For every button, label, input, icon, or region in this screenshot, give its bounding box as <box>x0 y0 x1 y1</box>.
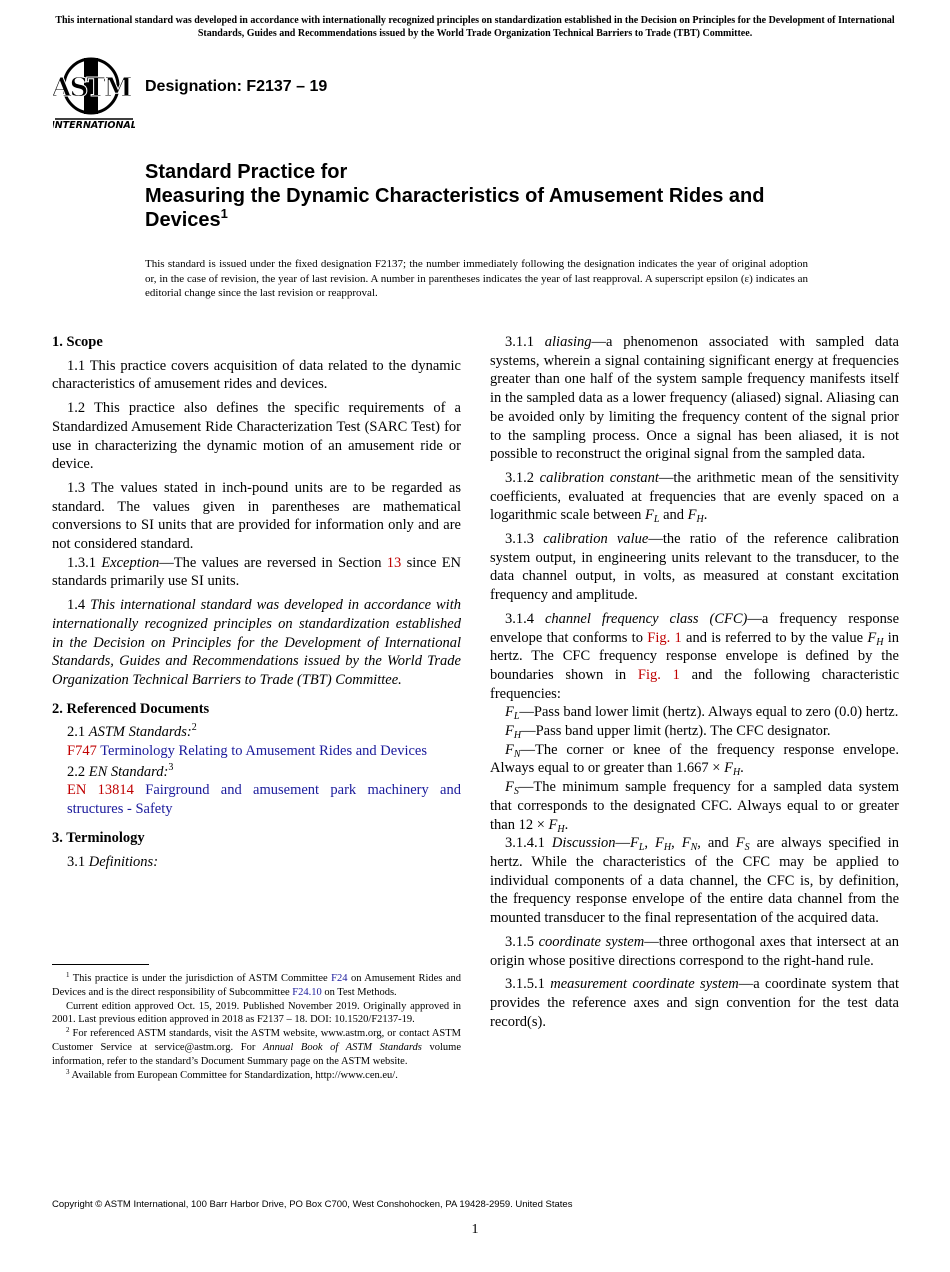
symbol: F <box>505 779 514 796</box>
definition-3-1-5-1 <box>490 975 899 1031</box>
para-text: —a coordinate system that provides the reference axes and sign convention for the test data record(s). <box>490 976 899 1030</box>
para-number: 3.1 <box>67 853 86 870</box>
para-text: and is referred to by the value <box>686 629 864 646</box>
symbol-sub: L <box>638 842 645 854</box>
footnote-3: $^3$ Available from European Committee for Standardization, http://www.cen.eu/. <box>66 1067 398 1081</box>
fn-text: Available from European Committee for Standardization, http://www.cen.eu/. <box>71 1069 398 1081</box>
term: calibration value <box>543 531 649 548</box>
paragraph-3-1 <box>52 853 461 872</box>
footnote-2: $^2$ For referenced ASTM standards, visit the ASTM website, www.astm.org, or contact ASTM Customer Service at service@astm.org. For Annual Book of ASTM Standards volume information, refer to the standard’s Document Summary page on the ASTM website. <box>52 1026 461 1067</box>
paragraph-1-4 <box>52 596 461 690</box>
symbol-sub: H <box>696 514 704 526</box>
para-text: and <box>663 507 684 524</box>
para-number: 2.1 <box>67 724 86 741</box>
ref-title-link[interactable]: Fairground and amusement park machinery and structures - Safety <box>67 782 461 818</box>
symbol: F <box>735 835 745 852</box>
para-number: 3.1.4 <box>505 610 534 627</box>
para-text: —three orthogonal axes that intersect at an origin whose positive directions correspond to the right-hand rule. <box>490 933 899 969</box>
para-text: —a phenomenon associated with sampled data systems, wherein a signal containing significant energy at frequencies greater than one half of the system sample frequency manifests itself in the sampled data as a lower frequency (aliased) signal. Aliasing can be avoided only by limiting the frequency content of the signal prior to the sampling process. Once a signal has been aliased, it is not possible to reconstruct the original signal from the sampled data. <box>490 334 899 463</box>
astm-logo-icon <box>53 56 135 132</box>
symbol: F <box>724 760 733 777</box>
issuance-note: This standard is issued under the fixed designation F2137; the number immediately following the designation indicates the year of original adoption or, in the case of revision, the year of last revision. A number in parentheses indicates the year of last reapproval. A superscript epsilon (ε) indicates an editorial change since the last revision or reapproval. <box>145 258 808 299</box>
fn-text: This practice is under the jurisdiction of ASTM Committee <box>72 973 328 984</box>
section-heading-referenced: 2. Referenced Documents <box>52 700 210 717</box>
astm-logo <box>53 56 135 132</box>
section-13-link[interactable]: 13 <box>386 554 402 571</box>
symbol: F <box>630 835 639 852</box>
left-column <box>52 333 461 876</box>
paragraph-1-1: 1.1 This practice covers acquisition of data related to the dynamic characteristics of amusement rides and devices. <box>52 357 461 393</box>
symbol: F <box>681 835 691 852</box>
symbol: F <box>548 816 558 833</box>
term: Discussion <box>551 835 616 852</box>
symbol: F <box>645 507 654 524</box>
para-text: since EN standards primarily use SI units. <box>52 554 462 590</box>
symbol: F <box>505 704 514 721</box>
frequency-fn: $F_N—The$ corner or knee of the frequency response envelope. Always equal to or greater than $1.667 \times F_H$. <box>490 741 899 779</box>
para-text: —Pass band lower limit (hertz). Always equal to zero (0.0) hertz. <box>519 704 899 721</box>
right-column <box>490 333 899 1036</box>
symbol-sub: L <box>653 514 660 526</box>
definition-3-1-1 <box>490 333 899 464</box>
section-heading-scope: 1. Scope <box>52 334 103 350</box>
symbol: F <box>655 835 664 852</box>
frequency-fl <box>490 703 899 722</box>
term: measurement coordinate system <box>550 976 739 993</box>
para-text: —the arithmetic mean of the sensitivity coefficients, evaluated at frequencies that are evenly spaced on a logarithmic scale between <box>490 469 899 524</box>
title-footnote-mark: 1 <box>220 206 228 221</box>
para-text: —a frequency response envelope that conforms to <box>490 610 900 646</box>
definition-3-1-4-1: 3.1.4.1 $Discussion—F_L$, $F_H$, $F_N$, and $F_S$ are always specified in hertz. While the characteristics of the CFC may be applied to individual components of a data channel, the CFC is, by definition, the frequency response envelope of the entire data channel from the mounted transducer to the final representation of the acquired data. <box>490 835 900 927</box>
designation: Designation: F2137 – 19 <box>145 78 328 95</box>
title-line-1: Standard Practice for <box>145 161 348 183</box>
footnote-mark: 3 <box>168 761 174 773</box>
symbol-sub: H <box>663 842 672 854</box>
fn-text: on Test Methods. <box>324 986 397 998</box>
symbol-sub: H <box>876 636 884 648</box>
symbol-sub: N <box>690 842 698 854</box>
paragraph-2-1 <box>52 723 461 742</box>
term: coordinate system <box>538 933 645 950</box>
paragraph-2-2 <box>52 763 461 782</box>
symbol-sub: H <box>557 823 565 835</box>
definition-3-1-3 <box>490 530 899 605</box>
ref-code-link[interactable]: EN 13814 <box>67 782 134 799</box>
symbol-sub: H <box>513 730 522 742</box>
symbol: F <box>505 723 514 740</box>
standards-notice: This international standard was developed in accordance with internationally recognized principles on standardization established in the Decision on Principles for the Development of International Standards, Guides and Recommendations issued by the World Trade Organization Technical Barriers to Trade (TBT) Committee. <box>55 15 895 39</box>
footnote-1-current-edition: Current edition approved Oct. 15, 2019. Published November 2019. Originally approved in 2001. Last previous edition approved in 2018 as F2137 – 18. DOI: 10.1520/F2137-19. <box>52 1000 461 1026</box>
section-heading-terminology: 3. Terminology <box>52 829 145 846</box>
copyright-line: Copyright © ASTM International, 100 Barr Harbor Drive, PO Box C700, West Conshohocken, PA 19428-2959. United States <box>52 1199 573 1210</box>
para-text: Definitions: <box>88 853 159 870</box>
f24-link[interactable]: F24 <box>331 973 348 984</box>
para-text: and the following characteristic frequencies: <box>490 666 900 702</box>
reference-f747 <box>67 742 461 761</box>
symbol-sub: L <box>513 711 520 723</box>
para-number: 2.2 <box>67 763 86 780</box>
para-text: ASTM Standards: <box>88 724 192 741</box>
para-number: 1.4 <box>67 597 86 614</box>
symbol: F <box>867 629 877 646</box>
fig-1-link[interactable]: Fig. 1 <box>647 629 682 646</box>
para-text: and <box>707 835 729 852</box>
definition-3-1-4 <box>490 610 899 704</box>
para-number: 3.1.3 <box>505 531 534 548</box>
para-text: This international standard was developed in accordance with internationally recognized principles on standardization established in the Decision on Principles for the Development of International Standards, Guides and Recommendations issued by the World Trade Organization Technical Barriers to Trade (TBT) Committee. <box>52 597 461 688</box>
page-number: 1 <box>471 1222 479 1237</box>
symbol-sub: H <box>732 767 741 779</box>
ref-code-link[interactable]: F747 <box>67 743 97 760</box>
term: aliasing <box>544 334 592 350</box>
footnote-1: $^1$ This practice is under the jurisdiction of ASTM Committee F24 on Amusement Rides and Devices and is the direct responsibility of Subcommittee F24.10 on Test Methods. <box>52 971 461 998</box>
frequency-fs: $F_S—The$ minimum sample frequency for a sampled data system that corresponds to the designated CFC. Always equal to or greater than $12 \times F_H$. <box>490 779 899 835</box>
paragraph-1-3: 1.3 The values stated in inch-pound units are to be regarded as standard. The values given in parentheses are mathematical conversions to SI units that are provided for information only and are not considered standard. <box>52 479 461 553</box>
fn-text: on Amusement Rides and Devices and is the direct responsibility of Subcommittee <box>52 973 461 998</box>
symbol: F <box>505 741 514 758</box>
title-line-2: Measuring the Dynamic Characteristics of Amusement Rides and Devices <box>145 185 765 231</box>
ref-title-link[interactable]: Terminology Relating to Amusement Rides and Devices <box>100 743 427 760</box>
fn-text: volume information, refer to the standard’s Document Summary page on the ASTM website. <box>52 1041 461 1067</box>
symbol-sub: S <box>744 842 750 854</box>
para-text: —the ratio of the reference calibration system output, in engineering units relevant to the transducer, to the data channel output, in volts, as measured at constant excitation frequency and amplitude. <box>490 531 900 604</box>
para-text: in hertz. The CFC frequency response envelope is defined by the boundaries shown in <box>490 629 900 683</box>
para-number: 3.1.5.1 <box>505 976 545 993</box>
para-text: —Pass band upper limit (hertz). The CFC designator. <box>521 723 831 740</box>
definition-3-1-2: 3.1.2 calibration constant—the arithmetic mean of the sensitivity coefficients, evaluated at frequencies that are evenly spaced on a logarithmic scale between $F_L$ and $F_H$. <box>490 469 899 526</box>
paragraph-1-3-1 <box>52 554 461 591</box>
paragraph-1-2: 1.2 This practice also defines the specific requirements of a Standardized Amusement Ride Characterization Test (SARC Test) for use in characterizing the dynamic motion of an amusement ride or device. <box>52 400 461 473</box>
logo-subtext: INTERNATIONAL <box>53 120 135 131</box>
fig-1-link[interactable]: Fig. 1 <box>637 666 680 683</box>
fn-text: Annual Book of ASTM Standards <box>262 1041 422 1053</box>
symbol-sub: N <box>513 748 521 760</box>
para-number: 3.1.5 <box>505 933 534 950</box>
para-text: are always specified in hertz. While the characteristics of the CFC may be applied to individual components of a data channel, the CFC is, by definition, the frequency response envelope of the entire data channel from the mounted transducer to the final representation of the acquired data. <box>490 835 900 927</box>
term: channel frequency class (CFC) <box>545 610 748 627</box>
definition-3-1-5 <box>490 933 899 970</box>
term: calibration constant <box>539 469 659 486</box>
document-title <box>145 160 845 232</box>
para-text: EN Standard: <box>88 763 169 780</box>
f24-10-link[interactable]: F24.10 <box>292 986 322 998</box>
para-text: —The minimum sample frequency for a sampled data system that corresponds to the designated CFC. Always equal to or greater than 12 × <box>490 779 899 833</box>
frequency-fh <box>490 722 899 741</box>
para-text: —The corner or knee of the frequency response envelope. Always equal to or greater than 1.667 × <box>490 741 899 777</box>
reference-en13814 <box>67 781 461 818</box>
para-number: 3.1.4.1 <box>505 835 545 852</box>
footnote-mark: 2 <box>191 722 197 734</box>
svg-text:ASTM: ASTM <box>53 73 131 103</box>
symbol: F <box>687 507 697 524</box>
para-number: 3.1.1 <box>505 334 534 350</box>
para-number: 3.1.2 <box>505 469 534 486</box>
symbol-sub: S <box>513 786 519 798</box>
para-term: Exception <box>101 554 160 571</box>
para-text: —The values are reversed in Section <box>159 554 382 571</box>
footnotes <box>52 972 461 1082</box>
fn-text: For referenced ASTM standards, visit the ASTM website, www.astm.org, or contact ASTM Customer Service at service@astm.org. For <box>52 1028 461 1053</box>
para-number: 1.3.1 <box>67 554 96 571</box>
footnote-divider <box>52 964 149 965</box>
